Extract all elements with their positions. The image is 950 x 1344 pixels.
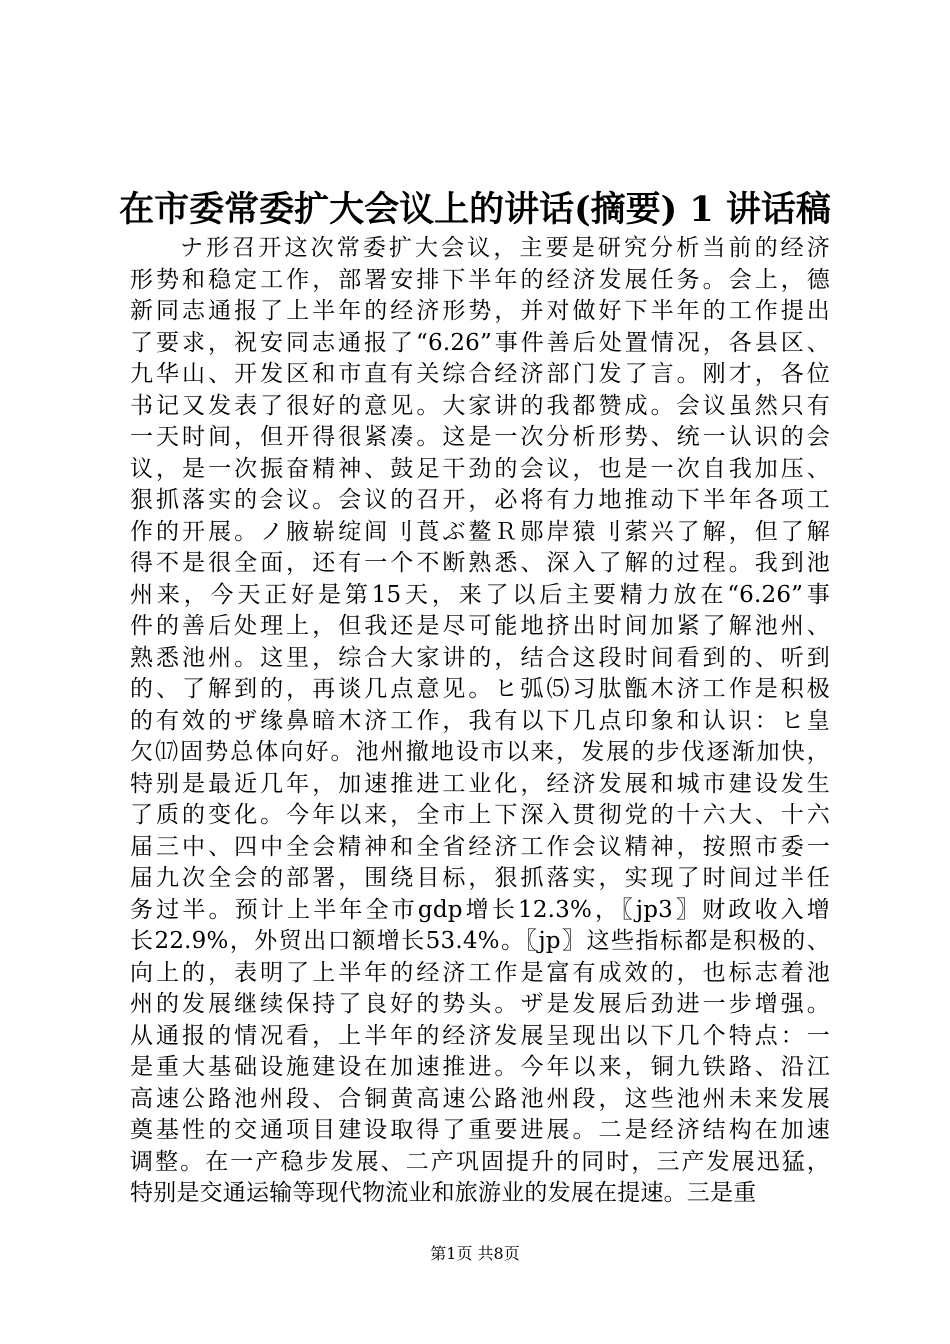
body-line: 高速公路池州段、合铜黄高速公路池州段，这些池州未来发展	[130, 1085, 830, 1112]
body-line: 件的善后处理上，但我还是尽可能地挤出时间加紧了解池州、	[130, 613, 830, 639]
body-line: 新同志通报了上半年的经济形势，并对做好下半年的工作提出	[130, 298, 830, 324]
body-line: 届三中、四中全会精神和全省经济工作会议精神，按照市委一	[130, 833, 830, 860]
body-line: 特别是交通运输等现代物流业和旅游业的发展在提速。三是重	[130, 1180, 757, 1206]
document-body	[130, 233, 830, 1210]
body-line: 是重大基础设施建设在加速推进。今年以来，铜九铁路、沿江	[130, 1054, 830, 1080]
body-line: 特别是最近几年，加速推进工业化，经济发展和城市建设发生	[130, 770, 830, 797]
body-line: 形势和稳定工作，部署安排下半年的经济发展任务。会上，德	[130, 266, 830, 293]
body-line: 的有效的ザ缘鼻暗木济工作，我有以下几点印象和认识：ヒ皇	[130, 707, 830, 734]
body-line: 狠抓落实的会议。会议的召开，必将有力地推动下半年各项工	[130, 487, 830, 513]
body-line: 届九次全会的部署，围绕目标，狠抓落实，实现了时间过半任	[130, 865, 830, 891]
body-line: 熟悉池州。这里，综合大家讲的，结合这段时间看到的、听到	[130, 644, 830, 671]
body-line: 奠基性的交通项目建设取得了重要进展。二是经济结构在加速	[130, 1117, 830, 1143]
body-line: 得不是很全面，还有一个不断熟悉、深入了解的过程。我到池	[130, 550, 830, 576]
body-line: 一天时间，但开得很紧凑。这是一次分析形势、统一认识的会	[130, 424, 830, 450]
body-line: 向上的，表明了上半年的经济工作是富有成效的，也标志着池	[130, 959, 830, 986]
body-line: 议，是一次振奋精神、鼓足干劲的会议，也是一次自我加压、	[130, 455, 830, 482]
body-line: 了要求，祝安同志通报了“6.26”事件善后处置情况，各县区、	[130, 329, 830, 356]
body-line: ナ形召开这次常委扩大会议，主要是研究分析当前的经济	[180, 235, 830, 261]
body-line: 长22.9%，外贸出口额增长53.4%。〖jp〗这些指标都是积极的、	[130, 928, 830, 954]
document-title: 在市委常委扩大会议上的讲话(摘要) 1 讲话稿	[119, 189, 831, 230]
page-footer: 第1页 共8页	[430, 1244, 520, 1263]
body-line: 调整。在一产稳步发展、二产巩固提升的同时，三产发展迅猛，	[130, 1148, 830, 1175]
body-line: 的、了解到的，再谈几点意见。ヒ弧⑸习肽甑木济工作是积极	[130, 676, 830, 702]
body-line: 了质的变化。今年以来，全市上下深入贯彻党的十六大、十六	[130, 802, 830, 828]
body-line: 作的开展。ノ腋崭绽闾刂莨ぶ鳌Ｒ郧岸猿刂萦兴了解，但了解	[130, 518, 830, 545]
body-line: 九华山、开发区和市直有关综合经济部门发了言。刚才，各位	[130, 361, 830, 387]
body-line: 书记又发表了很好的意见。大家讲的我都赞成。会议虽然只有	[130, 392, 830, 419]
body-line: 务过半。预计上半年全市gdp增长12.3%，〖jp3〗财政收入增	[130, 896, 830, 923]
body-line: 欠⒄固势总体向好。池州撤地设市以来，发展的步伐逐渐加快，	[130, 739, 830, 765]
body-line: 州的发展继续保持了良好的势头。ザ是发展后劲进一步增强。	[130, 991, 830, 1017]
body-line: 州来，今天正好是第15天，来了以后主要精力放在“6.26”事	[130, 581, 830, 608]
body-line: 从通报的情况看，上半年的经济发展呈现出以下几个特点：一	[130, 1022, 830, 1049]
